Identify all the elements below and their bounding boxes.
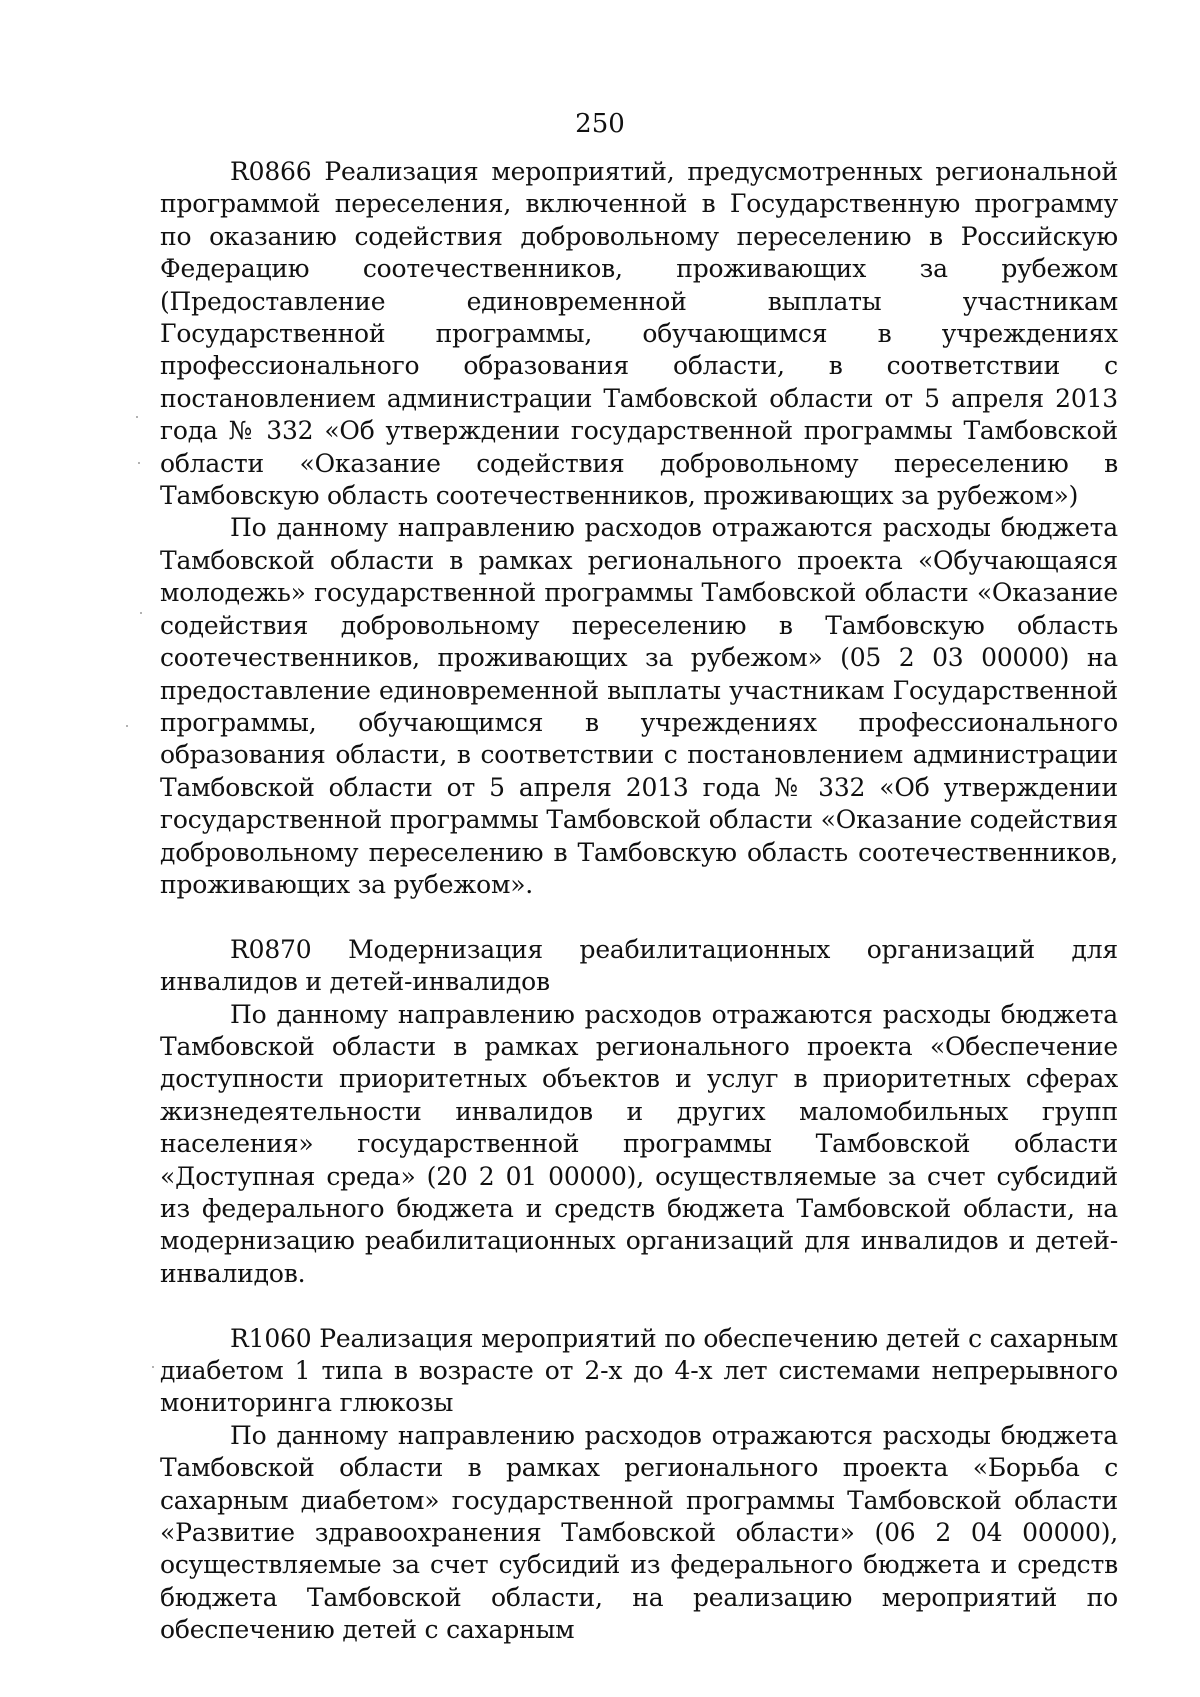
paragraph-r0870-description: По данному направлению расходов отражаются расходы бюджета Тамбовской области в рамках регионального проекта «Обеспечение доступности приоритетных объектов и услуг в приоритетных сферах жизнедеятельности инвалидов и других маломобильных групп населения» государственной программы Тамбовской области «Доступная среда» (20 2 01 00000), осуществляемые за счет субсидий из федерального бюджета и средств бюджета Тамбовской области, на модернизацию реабилитационных организаций для инвалидов и детей-инвалидов. (160, 999, 1118, 1288)
scan-speck (136, 416, 138, 418)
scan-speck (152, 1366, 154, 1368)
paragraph-spacer (160, 1290, 1118, 1322)
scan-speck (140, 612, 142, 614)
scan-speck (126, 725, 128, 727)
paragraph-r1060-heading: R1060 Реализация мероприятий по обеспечению детей с сахарным диабетом 1 типа в возрасте от 2-х до 4-х лет системами непрерывного мониторинга глюкозы (160, 1323, 1118, 1418)
scan-speck (138, 462, 140, 464)
page-number: 250 (575, 109, 625, 139)
paragraph-r1060-description: По данному направлению расходов отражаются расходы бюджета Тамбовской области в рамках регионального проекта «Борьба с сахарным диабетом» государственной программы Тамбовской области «Развитие здравоохранения Тамбовской области» (06 2 04 00000), осуществляемые за счет субсидий из федерального бюджета и средств бюджета Тамбовской области, на реализацию мероприятий по обеспечению детей с сахарным (160, 1420, 1118, 1645)
body-text (160, 156, 1118, 1647)
paragraph-spacer (160, 901, 1118, 933)
paragraph-r0866-description: По данному направлению расходов отражаются расходы бюджета Тамбовской области в рамках регионального проекта «Обучающаяся молодежь» государственной программы Тамбовской области «Оказание содействия добровольному переселению в Тамбовскую область соотечественников, проживающих за рубежом» (05 2 03 00000) на предоставление единовременной выплаты участникам Государственной программы, обучающимся в учреждениях профессионального образования области, в соответствии с постановлением администрации Тамбовской области от 5 апреля 2013 года № 332 «Об утверждении государственной программы Тамбовской области «Оказание содействия добровольному переселению в Тамбовскую область соотечественников, проживающих за рубежом». (160, 513, 1118, 899)
paragraph-r0866-heading: R0866 Реализация мероприятий, предусмотренных региональной программой переселения, включенной в Государственную программу по оказанию содействия добровольному переселению в Российскую Федерацию соотечественников, проживающих за рубежом (Предоставление единовременной выплаты участникам Государственной программы, обучающимся в учреждениях профессионального образования области, в соответствии с постановлением администрации Тамбовской области от 5 апреля 2013 года № 332 «Об утверждении государственной программы Тамбовской области «Оказание содействия добровольному переселению в Тамбовскую область соотечественников, проживающих за рубежом») (160, 157, 1118, 511)
paragraph-r0870-heading: R0870 Модернизация реабилитационных организаций для инвалидов и детей-инвалидов (160, 934, 1118, 997)
